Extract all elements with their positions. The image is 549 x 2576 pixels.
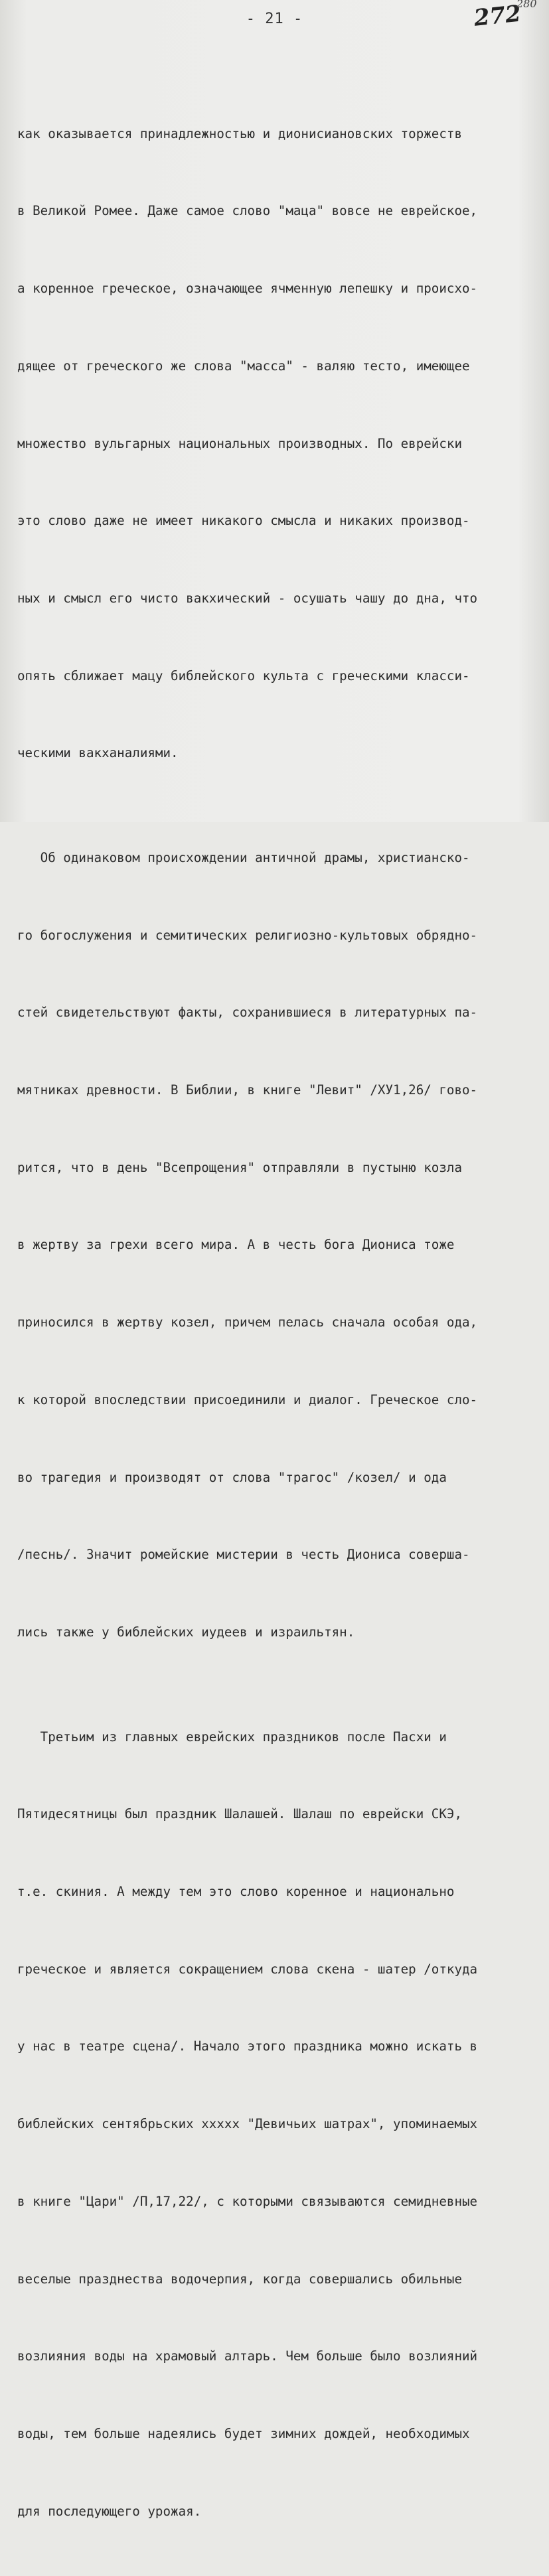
archive-number: 272 bbox=[473, 0, 522, 32]
text-line: ческими вакханалиями. bbox=[17, 745, 179, 761]
archive-number-superscript: 280 bbox=[516, 0, 537, 10]
text-line: во трагедия и производят от слова "трагос" /козел/ и ода bbox=[17, 1469, 447, 1485]
text-line: го богослужения и семитических религиозно-культовых обрядно- bbox=[17, 927, 478, 943]
text-line: в жертву за грехи всего мира. А в честь бога Диониса тоже bbox=[17, 1237, 455, 1253]
text-line: к которой впоследствии присоединили и диалог. Греческое сло- bbox=[17, 1392, 478, 1407]
text-line: веселые празднества водочерпия, когда совершались обильные bbox=[17, 2271, 463, 2287]
text-line: ных и смысл его чисто вакхический - осушать чашу до дна, что bbox=[17, 590, 478, 606]
text-line: стей свидетельствуют факты, сохранившиеся в литературных па- bbox=[17, 1005, 478, 1021]
page-number: - 21 - bbox=[246, 11, 303, 27]
text-line: для последующего урожая. bbox=[17, 2503, 202, 2519]
text-line: у нас в театре сцена/. Начало этого праздника можно искать в bbox=[17, 2039, 478, 2054]
text-line: как оказывается принадлежностью и дионисиановских торжеств bbox=[17, 125, 463, 141]
text-line: Пятидесятницы был праздник Шалашей. Шалаш по еврейски СКЭ, bbox=[17, 1806, 463, 1822]
text-line: т.е. скиния. А между тем это слово коренное и национально bbox=[17, 1884, 455, 1899]
body-text bbox=[17, 44, 542, 2576]
text-line: воды, тем больше надеялись будет зимних дождей, необходимых bbox=[17, 2425, 470, 2441]
text-line: в книге "Цари" /П,17,22/, с которыми связываются семидневные bbox=[17, 2193, 478, 2209]
text-line: дящее от греческого же слова "масса" - валяю тесто, имеющее bbox=[17, 358, 470, 374]
text-line: множество вульгарных национальных производных. По еврейски bbox=[17, 435, 463, 451]
text-line: в Великой Ромее. Даже самое слово "маца" вовсе не еврейское, bbox=[17, 203, 478, 219]
text-line: библейских сентябрьских xxxxx "Девичьих шатрах", упоминаемых bbox=[17, 2116, 478, 2132]
text-line: Третьим из главных еврейских праздников после Пасхи и bbox=[17, 1729, 447, 1745]
text-line: Об одинаковом происхождении античной драмы, христианско- bbox=[17, 849, 470, 865]
text-line: возлияния воды на храмовый алтарь. Чем больше было возлияний bbox=[17, 2348, 478, 2364]
text-line: а коренное греческое, означающее ячменную лепешку и происхо- bbox=[17, 281, 478, 297]
text-line: мятниках древности. В Библии, в книге "Левит" /ХУ1,26/ гово- bbox=[17, 1082, 478, 1098]
text-line: приносился в жертву козел, причем пелась сначала особая ода, bbox=[17, 1315, 478, 1330]
text-line: рится, что в день "Всепрощения" отправляли в пустыню козла bbox=[17, 1159, 463, 1175]
text-line: опять сближает мацу библейского культа с греческими класси- bbox=[17, 668, 470, 683]
text-line: это слово даже не имеет никакого смысла и никаких производ- bbox=[17, 513, 470, 529]
text-line: греческое и является сокращением слова скена - шатер /откуда bbox=[17, 1961, 478, 1977]
text-line: лись также у библейских иудеев и израильтян. bbox=[17, 1624, 355, 1640]
text-line: /песнь/. Значит ромейские мистерии в честь Диониса соверша- bbox=[17, 1547, 470, 1563]
